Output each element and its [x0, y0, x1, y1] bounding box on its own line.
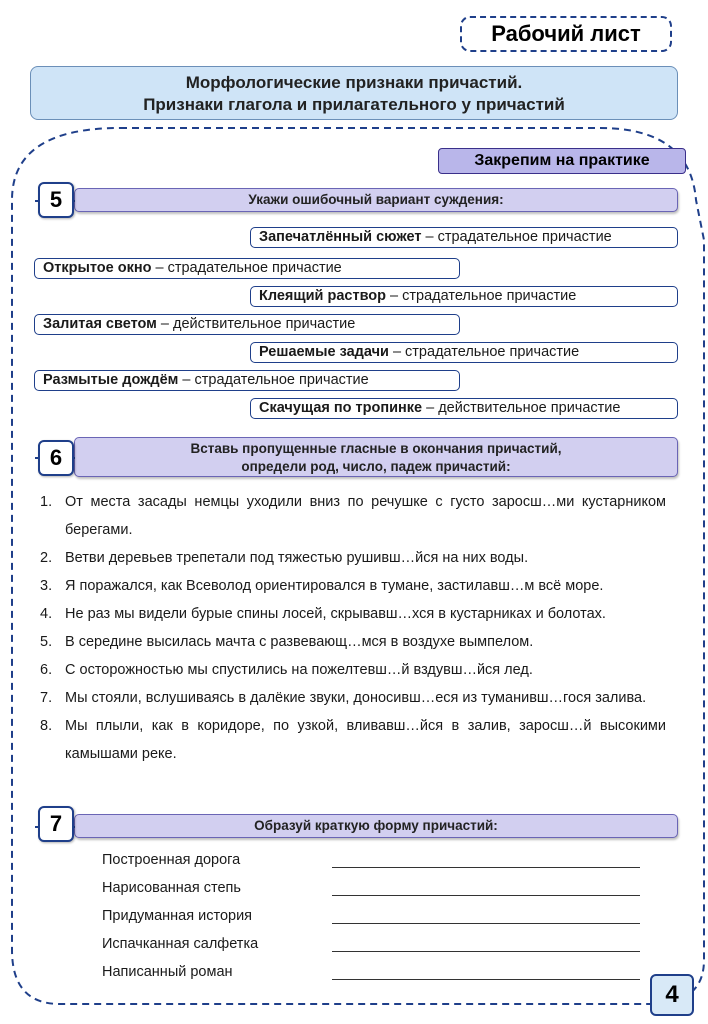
form-row-4-label: Испачканная салфетка [102, 936, 259, 952]
sentence-6-text: С осторожностью мы спустились на пожелтевш…й вздувш…йся лед. [65, 662, 533, 678]
sentence-4 [40, 600, 666, 628]
sentence-5-number: 5. [40, 634, 53, 650]
sentence-4-number: 4. [40, 606, 53, 622]
option-2[interactable] [34, 258, 460, 279]
sentence-2 [40, 544, 666, 572]
sentence-3 [40, 572, 666, 600]
answer-line-4[interactable] [332, 951, 640, 952]
option-1[interactable] [250, 227, 678, 248]
sentence-7-number: 7. [40, 690, 53, 706]
option-5-term: Решаемые задачи [259, 344, 389, 360]
sentence-3-number: 3. [40, 578, 53, 594]
option-2-rest: – страдательное причастие [151, 260, 342, 276]
option-5-rest: – страдательное причастие [388, 344, 580, 360]
sentence-2-text: Ветви деревьев трепетали под тяжестью рушивш…йся на них воды. [65, 550, 529, 566]
option-6[interactable] [34, 370, 460, 391]
option-5[interactable] [250, 342, 678, 363]
sentence-8 [40, 712, 666, 768]
option-3[interactable] [250, 286, 678, 307]
form-row-2 [102, 878, 642, 900]
sentence-5 [40, 628, 666, 656]
worksheet-label: Рабочий лист [460, 16, 672, 52]
title-line-2: Признаки глагола и прилагательного у причастий [143, 95, 565, 114]
task-6-instruction-line-1: Вставь пропущенные гласные в окончания причастий, [190, 441, 562, 456]
form-row-4 [102, 934, 642, 956]
form-row-5 [102, 962, 642, 984]
sentence-4-text: Не раз мы видели бурые спины лосей, скрывавш…хся в кустарниках и болотах. [65, 606, 606, 622]
page-number: 4 [650, 974, 694, 1016]
task-5-number: 5 [38, 182, 74, 218]
task-6-instruction-line-2: определи род, число, падеж причастий: [241, 459, 511, 474]
option-6-term: Размытые дождём [43, 372, 179, 388]
page-title [30, 66, 678, 120]
sentence-5-text: В середине высилась мачта с развевающ…мся в воздухе вымпелом. [65, 634, 534, 650]
form-row-1-label: Построенная дорога [102, 852, 241, 868]
sentence-1-number: 1. [40, 494, 53, 510]
sentence-6-number: 6. [40, 662, 53, 678]
option-6-rest: – страдательное причастие [178, 372, 369, 388]
sentence-7-text: Мы стояли, вслушиваясь в далёкие звуки, доносивш…еся из туманивш…гося залива. [65, 690, 647, 706]
option-4[interactable] [34, 314, 460, 335]
option-2-term: Открытое окно [43, 260, 152, 276]
task-5-instruction [74, 188, 678, 212]
option-1-rest: – страдательное причастие [421, 229, 612, 245]
option-3-rest: – страдательное причастие [386, 288, 577, 304]
sentence-1-text: От места засады немцы уходили вниз по речушке с густо заросш…ми кустарником берегами. [65, 494, 666, 538]
sentence-2-number: 2. [40, 550, 53, 566]
form-row-1 [102, 850, 642, 872]
option-7-rest: – действительное причастие [422, 400, 621, 416]
answer-line-1[interactable] [332, 867, 640, 868]
task-6-number: 6 [38, 440, 74, 476]
form-row-5-label: Написанный роман [102, 964, 233, 980]
task-7-instruction [74, 814, 678, 838]
task-5-instruction-text: Укажи ошибочный вариант суждения: [248, 192, 504, 207]
sentence-7 [40, 684, 666, 712]
answer-line-3[interactable] [332, 923, 640, 924]
task-7-number: 7 [38, 806, 74, 842]
form-row-3 [102, 906, 642, 928]
answer-line-5[interactable] [332, 979, 640, 980]
option-7[interactable] [250, 398, 678, 419]
option-1-term: Запечатлённый сюжет [259, 229, 422, 245]
option-4-rest: – действительное причастие [156, 316, 356, 332]
sentence-8-text: Мы плыли, как в коридоре, по узкой, вливавш…йся в залив, заросш…й высокими камышами реке. [65, 718, 666, 762]
sentence-3-text: Я поражался, как Всеволод ориентировался в тумане, застилавш…м всё море. [65, 578, 604, 594]
option-4-term: Залитая светом [43, 316, 157, 332]
form-row-3-label: Придуманная история [102, 908, 253, 924]
answer-line-2[interactable] [332, 895, 640, 896]
task-7-instruction-text: Образуй краткую форму причастий: [254, 818, 498, 833]
sentence-8-number: 8. [40, 718, 53, 734]
sentence-list [40, 488, 666, 768]
practice-label: Закрепим на практике [438, 148, 686, 174]
option-7-term: Скачущая по тропинке [259, 400, 423, 416]
form-row-2-label: Нарисованная степь [102, 880, 241, 896]
title-line-1: Морфологические признаки причастий. [185, 73, 523, 92]
option-3-term: Клеящий раствор [259, 288, 387, 304]
task-6-instruction [74, 437, 678, 477]
sentence-1 [40, 488, 666, 544]
sentence-6 [40, 656, 666, 684]
